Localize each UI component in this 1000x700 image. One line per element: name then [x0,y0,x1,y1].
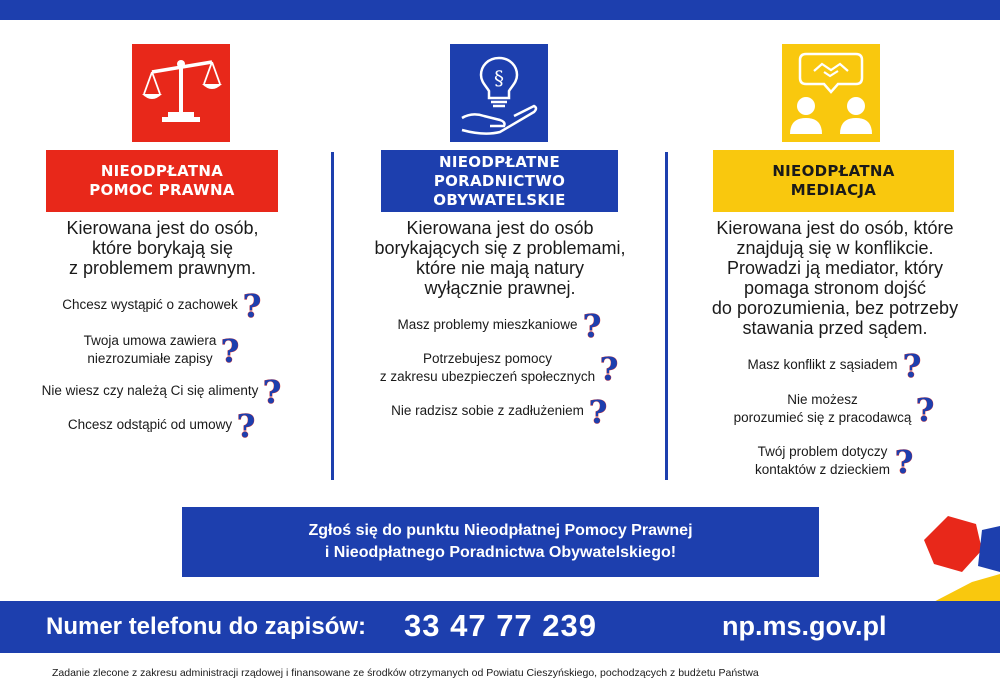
description-line: do porozumienia, bez potrzeby [711,298,959,318]
svg-text:?: ? [599,351,619,385]
cta-line: Zgłoś się do punktu Nieodpłatnej Pomocy Prawnej [308,522,693,539]
question-item [20,330,305,370]
title-line: NIEODPŁATNA [772,162,895,180]
title-line: NIEODPŁATNE [439,152,560,171]
top-blue-bar [0,0,1000,20]
description-line: znajdują się w konflikcie. [736,238,934,258]
description-line: Kierowana jest do osób [406,218,594,238]
question-text: Twój problem dotyczy kontaktów z dzieckiem [754,444,891,477]
question-mark-icon [581,308,603,342]
description-line: wyłącznie prawnej. [424,278,576,298]
question-text: Twoja umowa zawiera niezrozumiałe zapisy [83,333,217,366]
title-line: POMOC PRAWNA [89,181,235,199]
svg-text:?: ? [242,288,262,322]
lightbulb-hand-icon [450,44,548,142]
svg-text:?: ? [582,308,601,342]
title-line: NIEODPŁATNA [100,162,224,180]
title-line: MEDIACJA [790,181,877,199]
svg-text:?: ? [263,374,282,408]
question-item [352,394,648,428]
question-text: Nie wiesz czy należą Ci się alimenty [41,383,259,398]
question-mark-icon [219,333,241,367]
description-line: które borykają się [91,238,234,258]
question-item [690,440,980,482]
question-mark-icon [241,288,263,322]
svg-text:?: ? [916,392,935,426]
question-text: Potrzebujesz pomocy z zakresu ubezpieczeń społecznych [379,351,596,384]
description-line: pomaga stronom dojść [743,278,927,298]
description-line: borykających się z problemami, [374,238,626,258]
svg-text:?: ? [894,444,914,478]
svg-text:?: ? [221,333,240,367]
question-mark-icon [235,408,257,442]
title-line: PORADNICTWO OBYWATELSKIE [433,171,566,209]
description-line: Prowadzi ją mediator, który [726,258,944,278]
svg-text:§: § [494,66,504,90]
mediation-people-icon [782,44,880,142]
question-item [690,388,980,430]
description-mediacja [690,218,980,338]
scales-of-justice-icon [132,44,230,142]
title-mediacja [713,150,954,212]
question-text: Masz konflikt z sąsiadem [747,357,898,372]
question-mark-icon [598,351,620,385]
svg-text:?: ? [588,394,608,428]
call-to-action-banner [182,507,819,577]
phone-label: Numer telefonu do zapisów: [46,613,367,640]
question-text: Nie radzisz sobie z zadłużeniem [391,403,584,418]
description-line: stawania przed sądem. [742,318,928,338]
question-item [352,348,648,388]
question-text: Nie możesz porozumieć się z pracodawcą [733,392,912,425]
cta-line: i Nieodpłatnego Poradnictwa Obywatelskiego! [324,544,677,561]
phone-number[interactable]: 33 47 77 239 [404,608,598,643]
description-line: z problemem prawnym. [68,258,257,278]
svg-text:?: ? [236,408,256,442]
question-mark-icon [587,394,609,428]
title-pomoc-prawna [46,150,278,212]
description-poradnictwo-obywatelskie [352,218,648,298]
question-text: Masz problemy mieszkaniowe [397,317,578,332]
question-mark-icon [901,348,923,382]
description-line: Kierowana jest do osób, które [716,218,954,238]
question-mark-icon [914,392,936,426]
column-divider [331,152,334,480]
description-pomoc-prawna [20,218,305,278]
question-mark-icon [261,374,283,408]
description-line: Kierowana jest do osób, [66,218,259,238]
question-text: Chcesz odstąpić od umowy [67,417,233,432]
question-item [20,288,305,322]
description-line: które nie mają natury [415,258,585,278]
website-link[interactable]: np.ms.gov.pl [722,611,887,641]
question-mark-icon [893,444,915,478]
title-poradnictwo-obywatelskie [381,150,618,212]
question-item [20,374,305,408]
footer-note: Zadanie zlecone z zakresu administracji rządowej i finansowane ze środków otrzymanych od Powiatu Cieszyńskiego, pochodzących z budżetu Państwa [52,667,759,679]
svg-text:?: ? [902,348,921,382]
question-item [352,308,648,342]
column-divider [665,152,668,480]
question-item [20,408,305,442]
question-text: Chcesz wystąpić o zachowek [62,297,238,312]
question-item [690,348,980,382]
